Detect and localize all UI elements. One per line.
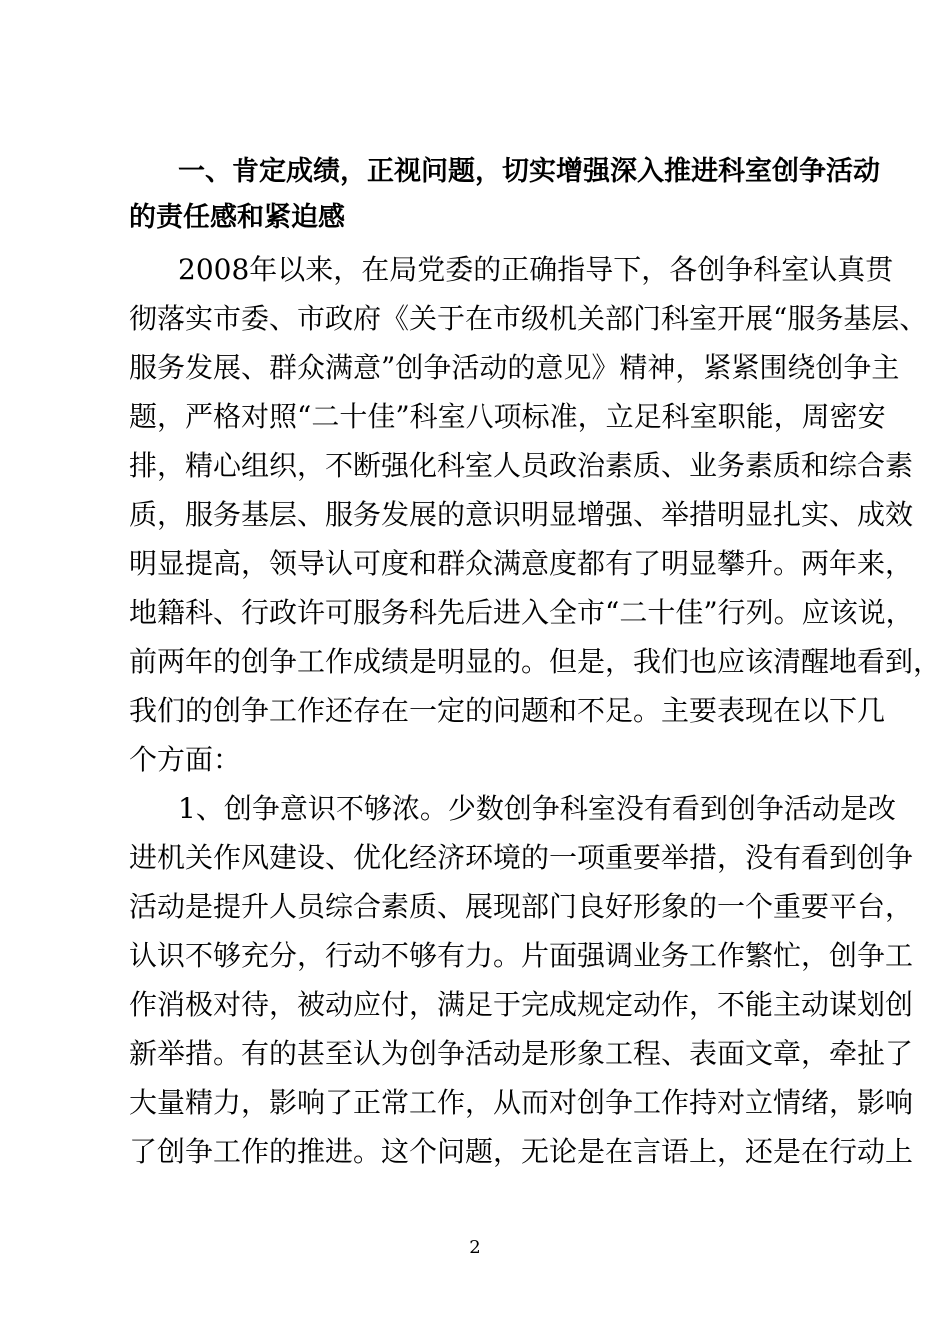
paragraph-2-line: 进机关作风建设、优化经济环境的一项重要举措，没有看到创争 <box>129 841 914 874</box>
paragraph-1-line: 质，服务基层、服务发展的意识明显增强、举措明显扎实、成效 <box>129 498 914 531</box>
section-heading-line-1: 一、肯定成绩，正视问题，切实增强深入推进科室创争活动 <box>178 156 880 187</box>
paragraph-1-line: 服务发展、群众满意”创争活动的意见》精神，紧紧围绕创争主 <box>129 351 900 384</box>
paragraph-1-line: 我们的创争工作还存在一定的问题和不足。主要表现在以下几 <box>129 694 886 727</box>
paragraph-1-line: 前两年的创争工作成绩是明显的。但是，我们也应该清醒地看到， <box>129 645 942 678</box>
section-heading-line-2: 的责任感和紧迫感 <box>129 202 345 233</box>
paragraph-2-line: 大量精力，影响了正常工作，从而对创争工作持对立情绪，影响 <box>129 1086 914 1119</box>
paragraph-2-line: 新举措。有的甚至认为创争活动是形象工程、表面文章，牵扯了 <box>129 1037 914 1070</box>
paragraph-2-line: 了创争工作的推进。这个问题，无论是在言语上，还是在行动上 <box>129 1135 914 1168</box>
paragraph-1-line: 题，严格对照“二十佳”科室八项标准，立足科室职能，周密安 <box>129 400 886 433</box>
paragraph-1-line: 彻落实市委、市政府《关于在市级机关部门科室开展“服务基层、 <box>129 302 928 335</box>
paragraph-1-line: 个方面： <box>129 743 242 776</box>
page-number: 2 <box>469 1237 481 1258</box>
paragraph-2-line: 作消极对待，被动应付，满足于完成规定动作，不能主动谋划创 <box>129 988 914 1021</box>
paragraph-2-line: 认识不够充分，行动不够有力。片面强调业务工作繁忙，创争工 <box>129 939 914 972</box>
paragraph-1-line: 2008年以来，在局党委的正确指导下，各创争科室认真贯 <box>178 253 894 286</box>
paragraph-2-line: 活动是提升人员综合素质、展现部门良好形象的一个重要平台， <box>129 890 914 923</box>
paragraph-1-line: 明显提高，领导认可度和群众满意度都有了明显攀升。两年来， <box>129 547 914 580</box>
paragraph-2-line: 1、创争意识不够浓。少数创争科室没有看到创争活动是改 <box>178 792 896 825</box>
paragraph-1-line: 地籍科、行政许可服务科先后进入全市“二十佳”行列。应该说， <box>129 596 914 629</box>
paragraph-1-line: 排，精心组织，不断强化科室人员政治素质、业务素质和综合素 <box>129 449 914 482</box>
